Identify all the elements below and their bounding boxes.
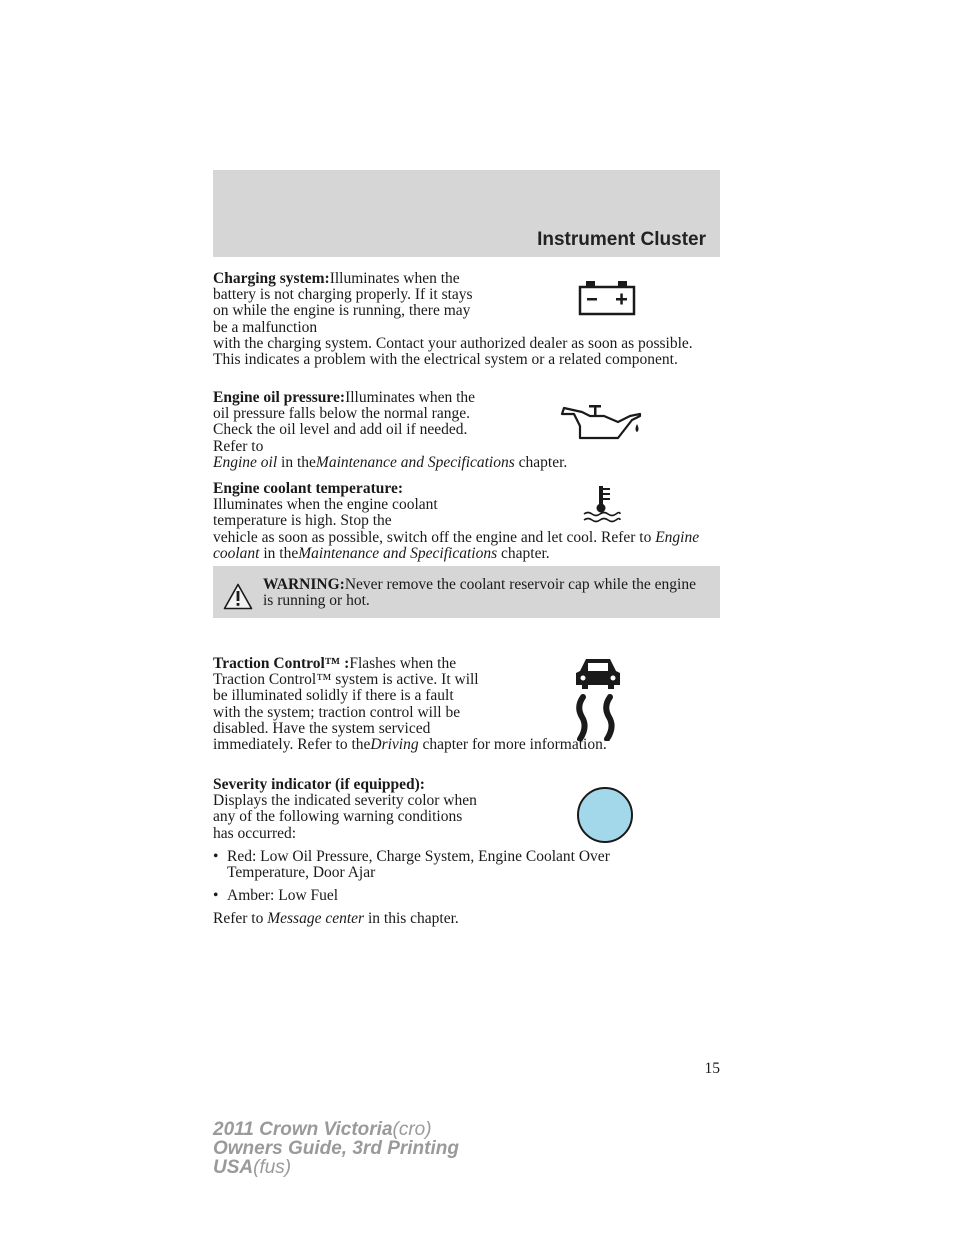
coolant-temperature-icon [582, 484, 622, 524]
oil-ref-chapter: Maintenance and Specifications [315, 453, 515, 471]
warning-message: Never remove the coolant reservoir cap while the engine is running or hot. [263, 576, 696, 610]
charging-system-section [213, 271, 720, 368]
bullet-text: Amber: Low Fuel [227, 887, 339, 905]
battery-icon [578, 280, 636, 316]
oil-pressure-label: Engine oil pressure: [213, 389, 346, 406]
oil-pressure-section [213, 390, 720, 471]
coolant-wide-line: vehicle as soon as possible, switch off the engine and let cool. Refer to [213, 528, 652, 546]
severity-bullet-amber: • Amber: Low Fuel [213, 887, 339, 905]
footer-market: USA [213, 1157, 254, 1178]
coolant-temperature-section [213, 481, 720, 562]
severity-indicator-icon [576, 786, 634, 844]
footer-model: 2011 Crown Victoria [213, 1119, 393, 1140]
footer-guide: Owners Guide, 3rd Printing [213, 1138, 459, 1159]
severity-ref-end: in this chapter. [367, 910, 459, 928]
warning-text [263, 577, 703, 609]
traction-ref-end: chapter for more information. [422, 736, 607, 754]
footer-line-2 [213, 1139, 459, 1158]
charging-system-wide-text: with the charging system. Contact your authorized dealer as soon as possible. This indicates a problem with the electrical system or a related component. [213, 334, 693, 369]
traction-description: Flashes when the Traction Control™ system is active. It will be illuminated solidly if there is a fault with the system; traction control will be disabled. Have the system serviced [213, 655, 479, 737]
coolant-ref-topic: Engine coolant [213, 528, 700, 562]
footer-line-1 [213, 1120, 459, 1139]
coolant-narrow-text [213, 481, 481, 530]
charging-system-description: Illuminates when the battery is not charging properly. If it stays on while the engine is running, there may be a malfunction [213, 270, 473, 336]
charging-system-narrow-text [213, 271, 481, 336]
traction-control-section [213, 656, 720, 753]
severity-reference [213, 911, 720, 927]
severity-narrow-text [213, 777, 481, 842]
traction-wide-line: immediately. Refer to the [213, 736, 371, 754]
section-title: Instrument Cluster [537, 229, 706, 250]
oil-can-icon [560, 400, 642, 440]
footer-model-code: (cro) [392, 1119, 432, 1140]
coolant-description: Illuminates when the engine coolant temperature is high. Stop the [213, 496, 438, 530]
footer-line-3 [213, 1158, 459, 1177]
section-header-band [213, 170, 720, 257]
document-footer [213, 1120, 459, 1177]
oil-pressure-reference [213, 455, 720, 471]
coolant-ref-end: chapter. [501, 544, 550, 562]
oil-ref-end: chapter. [518, 453, 568, 471]
traction-reference [213, 737, 720, 753]
coolant-label: Engine coolant temperature: [213, 480, 403, 497]
coolant-ref-mid: in the [263, 544, 299, 562]
warning-label: WARNING: [263, 576, 345, 593]
traction-control-icon [572, 655, 624, 741]
oil-pressure-description: Illuminates when the oil pressure falls below the normal range. Check the oil level and add oil if needed. Refer to [213, 389, 476, 455]
footer-market-code: (fus) [253, 1157, 292, 1178]
charging-system-label: Charging system: [213, 270, 330, 287]
traction-label: Traction Control™ : [213, 655, 350, 672]
severity-label: Severity indicator (if equipped): [213, 776, 425, 793]
oil-ref-mid: in the [281, 453, 316, 471]
severity-bullet-red: • Red: Low Oil Pressure, Charge System, Engine Coolant Over Temperature, Door Ajar [213, 849, 613, 881]
page-number: 15 [704, 1060, 720, 1077]
warning-box [213, 566, 720, 618]
bullet-text: Red: Low Oil Pressure, Charge System, Engine Coolant Over Temperature, Door Ajar [227, 847, 610, 882]
oil-pressure-narrow-text [213, 390, 481, 455]
severity-description: Displays the indicated severity color when any of the following warning conditions has occurred: [213, 792, 477, 842]
warning-triangle-icon [223, 583, 253, 610]
traction-ref-chapter: Driving [370, 736, 419, 754]
coolant-ref-chapter: Maintenance and Specifications [298, 544, 498, 562]
coolant-wide-text [213, 530, 720, 562]
traction-narrow-text [213, 656, 481, 737]
severity-ref-start: Refer to [213, 910, 264, 928]
severity-indicator-section [213, 777, 720, 928]
severity-ref-topic: Message center [267, 910, 365, 928]
oil-ref-topic: Engine oil [213, 453, 278, 471]
